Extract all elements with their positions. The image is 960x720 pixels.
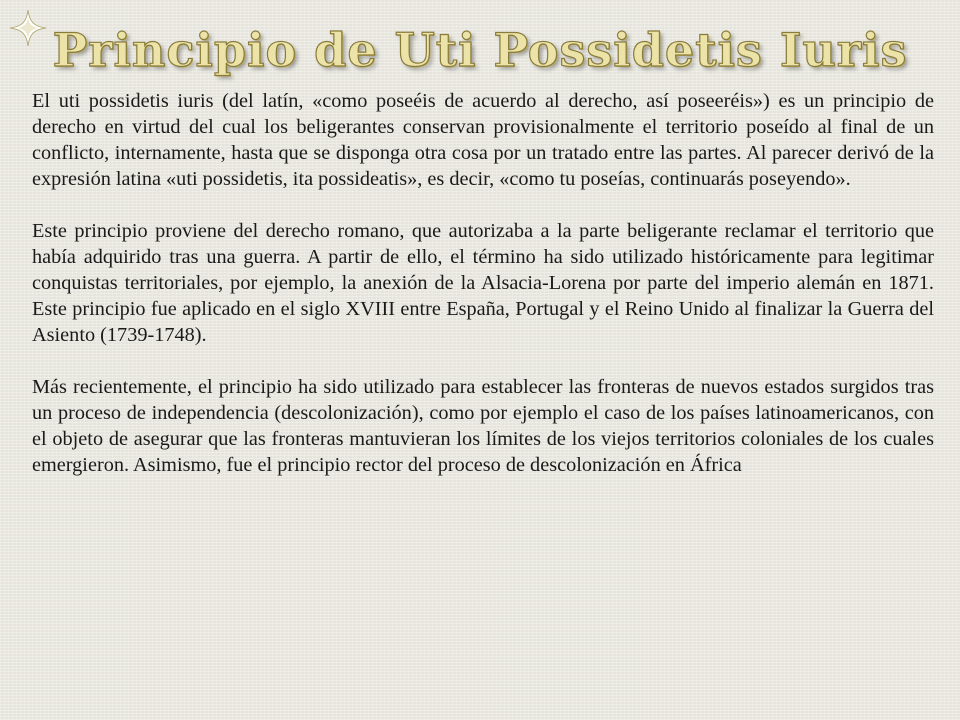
body-text [32,88,934,478]
paragraph-1: El uti possidetis iuris (del latín, «como poseéis de acuerdo al derecho, así poseeréis») es un principio de derecho en virtud del cual los beligerantes conservan provisionalmente el territorio poseído al final de un conflicto, internamente, hasta que se disponga otra cosa por un tratado entre las partes. Al parecer derivó de la expresión latina «uti possidetis, ita possideatis», es decir, «como tu poseías, continuarás poseyendo». [32,90,934,190]
paragraph-2: Este principio proviene del derecho romano, que autorizaba a la parte beligerante reclamar el territorio que había adquirido tras una guerra. A partir de ello, el término ha sido utilizado históricamente para legitimar conquistas territoriales, por ejemplo, la anexión de la Alsacia-Lorena por parte del imperio alemán en 1871. Este principio fue aplicado en el siglo XVIII entre España, Portugal y el Reino Unido al finalizar la Guerra del Asiento (1739-1748). [32,220,934,346]
slide-title: Principio de Uti Possidetis Iuris [52,23,908,77]
paragraph-3: Más recientemente, el principio ha sido utilizado para establecer las fronteras de nuevos estados surgidos tras un proceso de independencia (descolonización), como por ejemplo el caso de los países latinoamericanos, con el objeto de asegurar que las fronteras mantuvieran los límites de los viejos territorios coloniales de los cuales emergieron. Asimismo, fue el principio rector del proceso de descolonización en África [32,376,934,476]
